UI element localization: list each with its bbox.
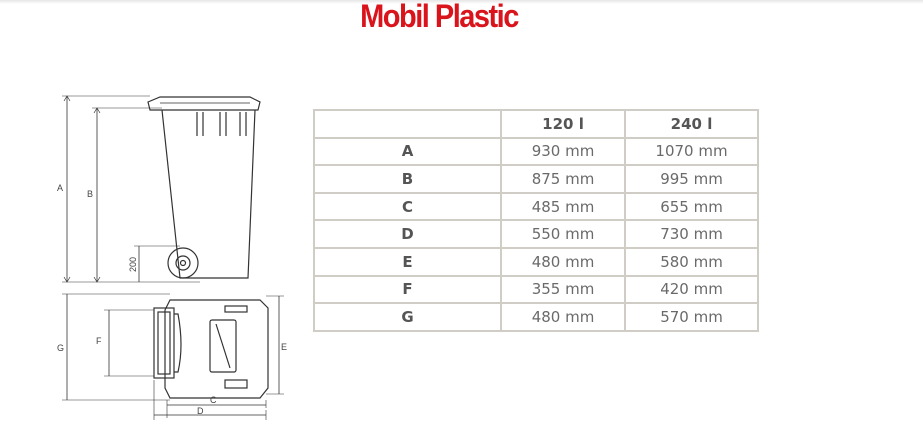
dimension-label-c: C bbox=[210, 395, 217, 405]
dimension-table bbox=[313, 109, 759, 332]
brand-logo: Mobil Plastic bbox=[360, 0, 518, 35]
table-cell-240l: 730 mm bbox=[625, 220, 758, 248]
table-row bbox=[314, 276, 758, 304]
table-row bbox=[314, 220, 758, 248]
table-cell-240l: 580 mm bbox=[625, 248, 758, 276]
table-row bbox=[314, 303, 758, 331]
table-cell-120l: 875 mm bbox=[501, 165, 625, 193]
table-header-120l: 120 l bbox=[501, 110, 625, 138]
table-cell-240l: 995 mm bbox=[625, 165, 758, 193]
dimension-label-d: D bbox=[197, 406, 204, 416]
table-row bbox=[314, 248, 758, 276]
dimension-label-f: F bbox=[96, 336, 102, 346]
bin-dimension-drawing bbox=[50, 88, 300, 426]
table-row-label: G bbox=[314, 303, 501, 331]
dimension-label-wheel-height: 200 bbox=[128, 256, 138, 272]
table-header-row bbox=[314, 110, 758, 138]
table-header-240l: 240 l bbox=[625, 110, 758, 138]
bin-drawing-svg bbox=[50, 88, 300, 426]
table-row bbox=[314, 193, 758, 221]
table-row-label: E bbox=[314, 248, 501, 276]
table-cell-240l: 420 mm bbox=[625, 276, 758, 304]
table-cell-120l: 480 mm bbox=[501, 303, 625, 331]
table-row-label: D bbox=[314, 220, 501, 248]
bin-lid bbox=[148, 97, 260, 110]
table-row-label: A bbox=[314, 138, 501, 166]
bin-handle bbox=[154, 308, 174, 378]
table-cell-120l: 930 mm bbox=[501, 138, 625, 166]
table-cell-240l: 570 mm bbox=[625, 303, 758, 331]
table-cell-120l: 550 mm bbox=[501, 220, 625, 248]
bin-body bbox=[162, 110, 255, 278]
table-row-label: F bbox=[314, 276, 501, 304]
table-row-label: B bbox=[314, 165, 501, 193]
dimension-label-a: A bbox=[57, 183, 64, 193]
table-cell-240l: 655 mm bbox=[625, 193, 758, 221]
table-row bbox=[314, 165, 758, 193]
table-header-corner bbox=[314, 110, 501, 138]
dimension-label-e: E bbox=[281, 342, 288, 352]
table-cell-120l: 485 mm bbox=[501, 193, 625, 221]
dimension-label-g: G bbox=[57, 343, 65, 353]
dimension-label-b: B bbox=[87, 189, 94, 199]
table-cell-240l: 1070 mm bbox=[625, 138, 758, 166]
table-row bbox=[314, 138, 758, 166]
table-row-label: C bbox=[314, 193, 501, 221]
bin-wheel bbox=[168, 248, 198, 278]
table-cell-120l: 480 mm bbox=[501, 248, 625, 276]
table-cell-120l: 355 mm bbox=[501, 276, 625, 304]
